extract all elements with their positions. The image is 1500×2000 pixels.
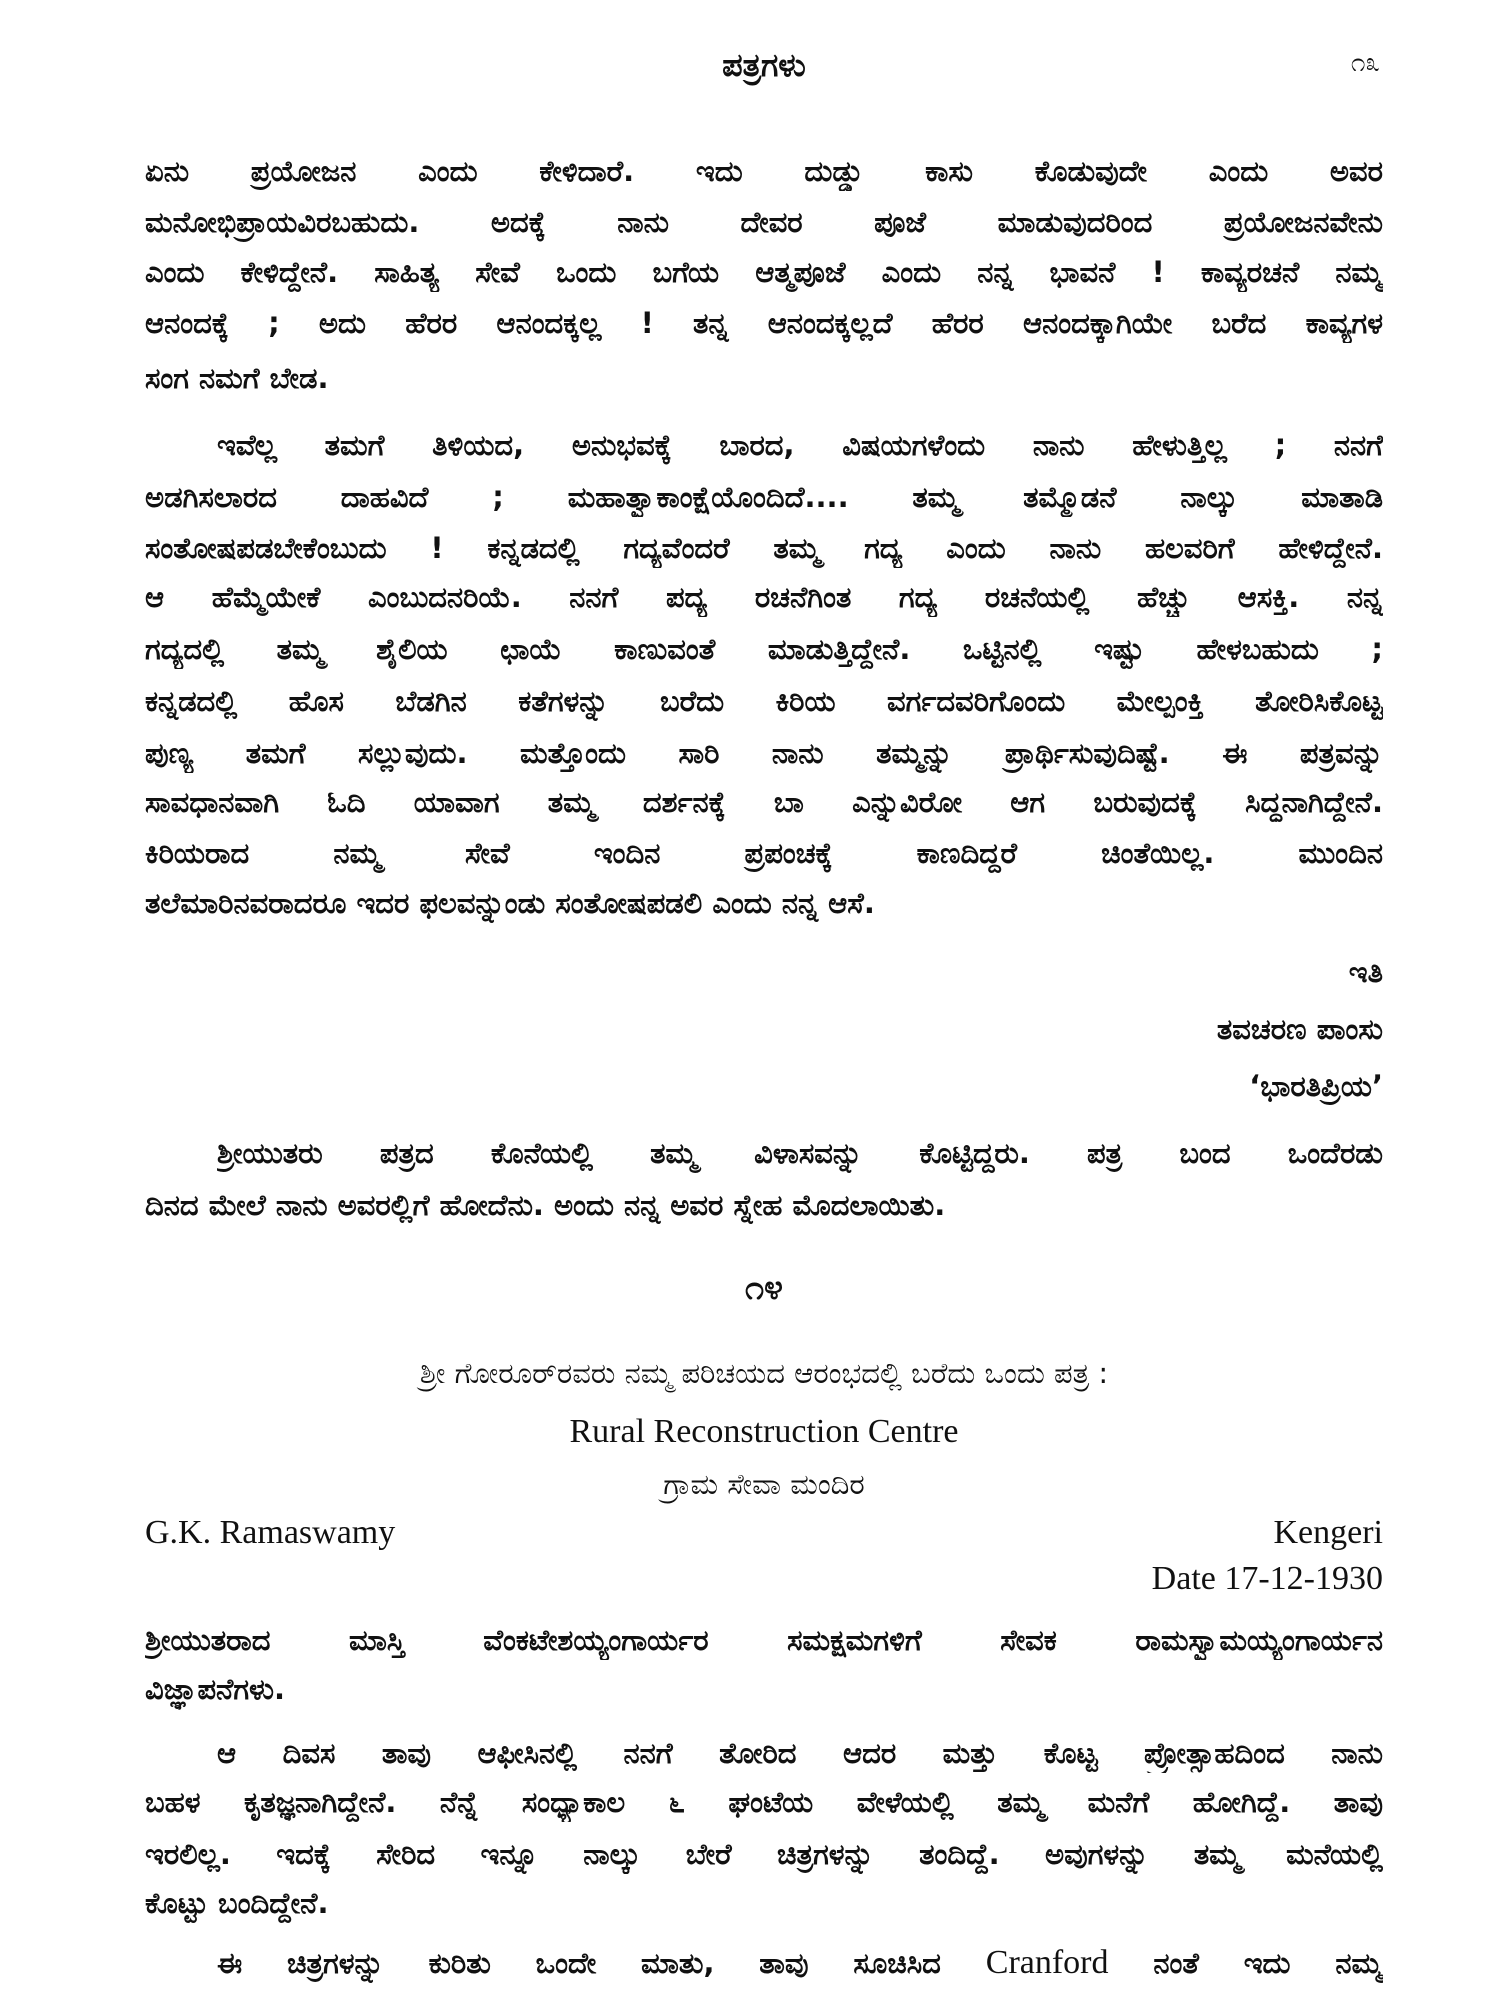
letter-date: Date 17-12-1930 (1151, 1560, 1383, 1597)
text-line: ಸಂತೋಷಪಡಬೇಕೆಂಬುದು ! ಕನ್ನಡದಲ್ಲಿ ಗದ್ಯವೆಂದರೆ ತಮ್ಮ ಗದ್ಯ ಎಂದು ನಾನು ಹಲವರಿಗೆ ಹೇಳಿದ್ದೇನೆ. (145, 531, 1383, 565)
sender-place: Kengeri (1273, 1514, 1383, 1551)
text-line: ಕಿರಿಯರಾದ ನಮ್ಮ ಸೇವೆ ಇಂದಿನ ಪ್ರಪಂಚಕ್ಕೆ ಕಾಣದಿದ್ದರೆ ಚಿಂತೆಯಿಲ್ಲ. ಮುಂದಿನ (145, 836, 1383, 870)
text-line: ಗದ್ಯದಲ್ಲಿ ತಮ್ಮ ಶೈಲಿಯ ಛಾಯೆ ಕಾಣುವಂತೆ ಮಾಡುತ್ತಿದ್ದೇನೆ. ಒಟ್ಟಿನಲ್ಲಿ ಇಷ್ಟು ಹೇಳಬಹುದು ; (145, 632, 1383, 666)
text-line: ಆ ದಿವಸ ತಾವು ಆಫೀಸಿನಲ್ಲಿ ನನಗೆ ತೋರಿದ ಆದರ ಮತ್ತು ಕೊಟ್ಟ ಪ್ರೋತ್ಸಾಹದಿಂದ ನಾನು (217, 1736, 1383, 1770)
text-line: ತಲೆಮಾರಿನವರಾದರೂ ಇದರ ಫಲವನ್ನುಂಡು ಸಂತೋಷಪಡಲಿ ಎಂದು ನನ್ನ ಆಸೆ. (145, 886, 875, 920)
signoff-signature: ‘ಭಾರತಿಪ್ರಿಯ’ (1249, 1069, 1383, 1103)
text-line (217, 1943, 1383, 1983)
text-line: ಏನು ಪ್ರಯೋಜನ ಎಂದು ಕೇಳಿದಾರೆ. ಇದು ದುಡ್ಡು ಕಾಸು ಕೊಡುವುದೇ ಎಂದು ಅವರ (145, 154, 1383, 188)
page-number: ೧೩ (1350, 48, 1380, 78)
text-line: ಎಂದು ಕೇಳಿದ್ದೇನೆ. ಸಾಹಿತ್ಯ ಸೇವೆ ಒಂದು ಬಗೆಯ ಆತ್ಮಪೂಜೆ ಎಂದು ನನ್ನ ಭಾವನೆ ! ಕಾವ್ಯರಚನೆ ನಮ್ಮ (145, 255, 1383, 289)
text-line: ವಿಜ್ಞಾಪನೆಗಳು. (145, 1672, 286, 1706)
text-line: ಪುಣ್ಯ ತಮಗೆ ಸಲ್ಲುವುದು. ಮತ್ತೊಂದು ಸಾರಿ ನಾನು ತಮ್ಮನ್ನು ಪ್ರಾರ್ಥಿಸುವುದಿಷ್ಟೆ. ಈ ಪತ್ರವನ್ನು (145, 736, 1383, 770)
signoff-closing: ತವಚರಣ ಪಾಂಸು (1216, 1012, 1383, 1046)
text-line: ಆ ಹೆಮ್ಮೆಯೇಕೆ ಎಂಬುದನರಿಯೆ. ನನಗೆ ಪದ್ಯ ರಚನೆಗಿಂತ ಗದ್ಯ ರಚನೆಯಲ್ಲಿ ಹೆಚ್ಚು ಆಸಕ್ತಿ. ನನ್ನ (145, 580, 1383, 614)
text-line: ಬಹಳ ಕೃತಜ್ಞನಾಗಿದ್ದೇನೆ. ನೆನ್ನೆ ಸಂಧ್ಯಾಕಾಲ ೬ ಘಂಟೆಯ ವೇಳೆಯಲ್ಲಿ ತಮ್ಮ ಮನೆಗೆ ಹೋಗಿದ್ದೆ. ತಾವು (145, 1785, 1383, 1819)
text-line: ಅಡಗಿಸಲಾರದ ದಾಹವಿದೆ ; ಮಹಾತ್ವಾಕಾಂಕ್ಷೆಯೊಂದಿದೆ.... ತಮ್ಮ ತಮ್ಮೊಡನೆ ನಾಲ್ಕು ಮಾತಾಡಿ (145, 480, 1383, 514)
section-number: ೧೪ (744, 1268, 784, 1308)
sender-name: G.K. Ramaswamy (145, 1514, 396, 1551)
text-line: ಆನಂದಕ್ಕೆ ; ಅದು ಹೆರರ ಆನಂದಕ್ಕಲ್ಲ ! ತನ್ನ ಆನಂದಕ್ಕಲ್ಲದೆ ಹೆರರ ಆನಂದಕ್ಕಾಗಿಯೇ ಬರೆದ ಕಾವ್ಯಗಳ (145, 306, 1383, 340)
text-line: ಕನ್ನಡದಲ್ಲಿ ಹೊಸ ಬೆಡಗಿನ ಕತೆಗಳನ್ನು ಬರೆದು ಕಿರಿಯ ವರ್ಗದವರಿಗೊಂದು ಮೇಲ್ಪಂಕ್ತಿ ತೋರಿಸಿಕೊಟ್ಟ (145, 684, 1383, 718)
text-line: ಮನೋಭಿಪ್ರಾಯವಿರಬಹುದು. ಅದಕ್ಕೆ ನಾನು ದೇವರ ಪೂಜೆ ಮಾಡುವುದರಿಂದ ಪ್ರಯೋಜನವೇನು (145, 205, 1383, 239)
letterhead-kannada: ಗ್ರಾಮ ಸೇವಾ ಮಂದಿರ (663, 1467, 865, 1501)
text-segment: ನಂತೆ ಇದು ನಮ್ಮ (1153, 1946, 1383, 1980)
text-segment-english: Cranford (985, 1944, 1109, 1981)
text-line: ದಿನದ ಮೇಲೆ ನಾನು ಅವರಲ್ಲಿಗೆ ಹೋದೆನು. ಅಂದು ನನ್ನ ಅವರ ಸ್ನೇಹ ಮೊದಲಾಯಿತು. (145, 1188, 946, 1222)
letterhead-english: Rural Reconstruction Centre (569, 1413, 959, 1450)
text-line: ಶ್ರೀಯುತರು ಪತ್ರದ ಕೊನೆಯಲ್ಲಿ ತಮ್ಮ ವಿಳಾಸವನ್ನು ಕೊಟ್ಟಿದ್ದರು. ಪತ್ರ ಬಂದ ಒಂದೆರಡು (217, 1136, 1383, 1170)
text-line: ಇವೆಲ್ಲ ತಮಗೆ ತಿಳಿಯದ, ಅನುಭವಕ್ಕೆ ಬಾರದ, ವಿಷಯಗಳೆಂದು ನಾನು ಹೇಳುತ್ತಿಲ್ಲ ; ನನಗೆ (217, 428, 1383, 462)
text-line: ಸಾವಧಾನವಾಗಿ ಓದಿ ಯಾವಾಗ ತಮ್ಮ ದರ್ಶನಕ್ಕೆ ಬಾ ಎನ್ನುವಿರೋ ಆಗ ಬರುವುದಕ್ಕೆ ಸಿದ್ಧನಾಗಿದ್ದೇನೆ. (145, 785, 1383, 819)
text-line: ಇರಲಿಲ್ಲ. ಇದಕ್ಕೆ ಸೇರಿದ ಇನ್ನೂ ನಾಲ್ಕು ಬೇರೆ ಚಿತ್ರಗಳನ್ನು ತಂದಿದ್ದೆ. ಅವುಗಳನ್ನು ತಮ್ಮ ಮನೆಯಲ್ಲಿ (145, 1837, 1383, 1871)
page-header-title: ಪತ್ರಗಳು (722, 46, 806, 84)
signoff-iti: ಇತಿ (1348, 955, 1383, 989)
text-line: ಸಂಗ ನಮಗೆ ಬೇಡ. (145, 361, 329, 395)
text-line: ಕೊಟ್ಟು ಬಂದಿದ್ದೇನೆ. (145, 1886, 329, 1920)
text-segment: ಈ ಚಿತ್ರಗಳನ್ನು ಕುರಿತು ಒಂದೇ ಮಾತು, ತಾವು ಸೂಚಿಸಿದ (217, 1946, 941, 1980)
text-line: ಶ್ರೀಯುತರಾದ ಮಾಸ್ತಿ ವೆಂಕಟೇಶಯ್ಯಂಗಾರ್ಯರ ಸಮಕ್ಷಮಗಳಿಗೆ ಸೇವಕ ರಾಮಸ್ವಾಮಯ್ಯಂಗಾರ್ಯನ (145, 1623, 1383, 1657)
section-intro: ಶ್ರೀ ಗೋರೂರ್‌ರವರು ನಮ್ಮ ಪರಿಚಯದ ಆರಂಭದಲ್ಲಿ ಬರೆದು ಒಂದು ಪತ್ರ : (419, 1356, 1109, 1390)
